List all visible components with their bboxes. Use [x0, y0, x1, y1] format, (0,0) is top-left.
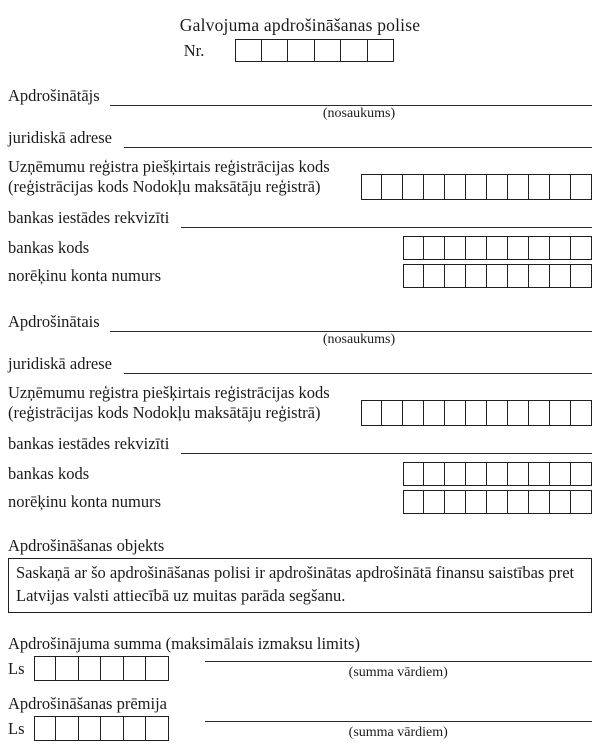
input-cell[interactable] [550, 490, 571, 514]
input-cell[interactable] [56, 716, 79, 741]
insurer-name-input-line[interactable] [110, 88, 592, 106]
input-cell[interactable] [146, 656, 169, 681]
insurance-sum-currency-label: Ls [8, 659, 25, 678]
input-cell[interactable] [403, 174, 424, 200]
policy-number-boxes [235, 39, 394, 62]
input-cell[interactable] [445, 264, 466, 288]
input-cell[interactable] [550, 462, 571, 486]
input-cell[interactable] [529, 236, 550, 260]
input-cell[interactable] [508, 174, 529, 200]
input-cell[interactable] [341, 39, 368, 62]
input-cell[interactable] [34, 656, 57, 681]
input-cell[interactable] [529, 462, 550, 486]
input-cell[interactable] [487, 400, 508, 426]
input-cell[interactable] [445, 400, 466, 426]
insurer-bank-details-label: bankas iestādes rekvizīti [8, 208, 170, 227]
insured-name-hint: (nosaukums) [322, 332, 396, 347]
input-cell[interactable] [466, 236, 487, 260]
input-cell[interactable] [382, 400, 403, 426]
insurance-premium-label: Apdrošināšanas prēmija [8, 694, 167, 713]
input-cell[interactable] [288, 39, 315, 62]
input-cell[interactable] [34, 716, 57, 741]
policy-number-row [8, 39, 592, 62]
input-cell[interactable] [424, 174, 445, 200]
input-cell[interactable] [361, 174, 382, 200]
input-cell[interactable] [529, 174, 550, 200]
insurer-account-number-boxes [403, 264, 592, 288]
insured-bank-details-label: bankas iestādes rekvizīti [8, 434, 170, 453]
input-cell[interactable] [466, 174, 487, 200]
input-cell[interactable] [101, 716, 124, 741]
insurance-sum-words-input-line[interactable] [205, 661, 593, 662]
insured-registration-label-line2: (reģistrācijas kods Nodokļu maksātāju reģistrā) [8, 403, 321, 422]
input-cell[interactable] [550, 264, 571, 288]
insured-address-input-line[interactable] [124, 356, 592, 374]
insurer-registration-code-boxes [361, 174, 592, 200]
insurance-sum-amount-boxes [34, 656, 169, 681]
insurance-premium-currency-label: Ls [8, 719, 25, 738]
input-cell[interactable] [508, 264, 529, 288]
insured-account-row [8, 490, 592, 514]
insurance-sum-words-hint: (summa vārdiem) [348, 665, 448, 680]
input-cell[interactable] [124, 656, 147, 681]
input-cell[interactable] [529, 400, 550, 426]
input-cell[interactable] [424, 490, 445, 514]
insurance-premium-words-input-line[interactable] [205, 721, 593, 722]
insured-bank-code-row [8, 462, 592, 486]
input-cell[interactable] [550, 236, 571, 260]
insurer-name-row [8, 86, 592, 106]
insured-name-label: Apdrošinātais [8, 312, 100, 331]
input-cell[interactable] [466, 264, 487, 288]
input-cell[interactable] [550, 400, 571, 426]
insurer-bank-details-row [8, 208, 592, 228]
input-cell[interactable] [403, 400, 424, 426]
insured-account-label: norēķinu konta numurs [8, 492, 162, 511]
input-cell[interactable] [124, 716, 147, 741]
input-cell[interactable] [56, 656, 79, 681]
insurance-sum-words-field [205, 661, 593, 681]
input-cell[interactable] [487, 462, 508, 486]
input-cell[interactable] [571, 462, 592, 486]
input-cell[interactable] [508, 462, 529, 486]
input-cell[interactable] [508, 490, 529, 514]
insured-bank-details-row [8, 434, 592, 454]
input-cell[interactable] [445, 236, 466, 260]
form-title: Galvojuma apdrošināšanas polise [179, 15, 421, 35]
insurance-object-label: Apdrošināšanas objekts [8, 536, 165, 555]
input-cell[interactable] [424, 264, 445, 288]
input-cell[interactable] [529, 490, 550, 514]
insured-bank-code-label: bankas kods [8, 464, 90, 483]
insurance-object-text: Saskaņā ar šo apdrošināšanas polisi ir apdrošinātas apdrošinātā finansu saistības pret Latvijas valsti attiecībā uz muitas parāda segšanu. [8, 558, 592, 613]
insurer-name-label: Apdrošinātājs [8, 86, 100, 105]
input-cell[interactable] [445, 490, 466, 514]
input-cell[interactable] [79, 656, 102, 681]
input-cell[interactable] [368, 39, 395, 62]
insurer-address-input-line[interactable] [124, 130, 592, 148]
insurer-account-row [8, 264, 592, 288]
insurer-bank-code-row [8, 236, 592, 260]
insured-registration-code-boxes [361, 400, 592, 426]
input-cell[interactable] [445, 462, 466, 486]
insurer-registration-label-line2: (reģistrācijas kods Nodokļu maksātāju reģistrā) [8, 177, 321, 196]
insurance-premium-row [8, 716, 592, 741]
input-cell[interactable] [382, 174, 403, 200]
input-cell[interactable] [403, 264, 424, 288]
input-cell[interactable] [529, 264, 550, 288]
insured-name-input-line[interactable] [110, 314, 592, 332]
insured-bank-details-input-line[interactable] [181, 436, 592, 454]
input-cell[interactable] [79, 716, 102, 741]
input-cell[interactable] [424, 462, 445, 486]
insurer-bank-details-input-line[interactable] [181, 210, 592, 228]
insured-address-label: juridiskā adrese [8, 354, 113, 373]
input-cell[interactable] [262, 39, 289, 62]
input-cell[interactable] [315, 39, 342, 62]
insured-account-number-boxes [403, 490, 592, 514]
input-cell[interactable] [571, 490, 592, 514]
insurance-premium-amount-boxes [34, 716, 169, 741]
input-cell[interactable] [508, 236, 529, 260]
insurer-account-label: norēķinu konta numurs [8, 266, 162, 285]
input-cell[interactable] [466, 462, 487, 486]
input-cell[interactable] [403, 236, 424, 260]
insurance-sum-row [8, 656, 592, 681]
input-cell[interactable] [487, 490, 508, 514]
policy-number-label: Nr. [183, 40, 205, 60]
insurance-premium-words-field [205, 721, 593, 741]
insurer-registration-label [8, 157, 330, 197]
input-cell[interactable] [571, 236, 592, 260]
insured-registration-label [8, 383, 330, 423]
input-cell[interactable] [466, 400, 487, 426]
insurer-name-hint: (nosaukums) [322, 106, 396, 121]
insurer-address-label: juridiskā adrese [8, 128, 113, 147]
insured-bank-code-boxes [403, 462, 592, 486]
insurer-registration-block [8, 157, 592, 197]
input-cell[interactable] [487, 264, 508, 288]
insurance-sum-label: Apdrošinājuma summa (maksimālais izmaksu limits) [8, 634, 360, 653]
input-cell[interactable] [571, 264, 592, 288]
insurance-premium-words-hint: (summa vārdiem) [348, 725, 448, 740]
input-cell[interactable] [101, 656, 124, 681]
input-cell[interactable] [235, 39, 262, 62]
input-cell[interactable] [487, 174, 508, 200]
insured-registration-block [8, 383, 592, 423]
input-cell[interactable] [550, 174, 571, 200]
input-cell[interactable] [403, 490, 424, 514]
insurer-bank-code-boxes [403, 236, 592, 260]
input-cell[interactable] [571, 400, 592, 426]
input-cell[interactable] [445, 174, 466, 200]
insurer-address-row [8, 128, 592, 148]
input-cell[interactable] [487, 236, 508, 260]
input-cell[interactable] [466, 490, 487, 514]
input-cell[interactable] [146, 716, 169, 741]
insurer-registration-label-line1: Uzņēmumu reģistra piešķirtais reģistrācijas kods [8, 157, 330, 176]
input-cell[interactable] [508, 400, 529, 426]
insured-registration-label-line1: Uzņēmumu reģistra piešķirtais reģistrācijas kods [8, 383, 330, 402]
insured-name-row [8, 312, 592, 332]
input-cell[interactable] [571, 174, 592, 200]
input-cell[interactable] [424, 236, 445, 260]
insured-address-row [8, 354, 592, 374]
input-cell[interactable] [361, 400, 382, 426]
insurer-bank-code-label: bankas kods [8, 238, 90, 257]
input-cell[interactable] [403, 462, 424, 486]
input-cell[interactable] [424, 400, 445, 426]
